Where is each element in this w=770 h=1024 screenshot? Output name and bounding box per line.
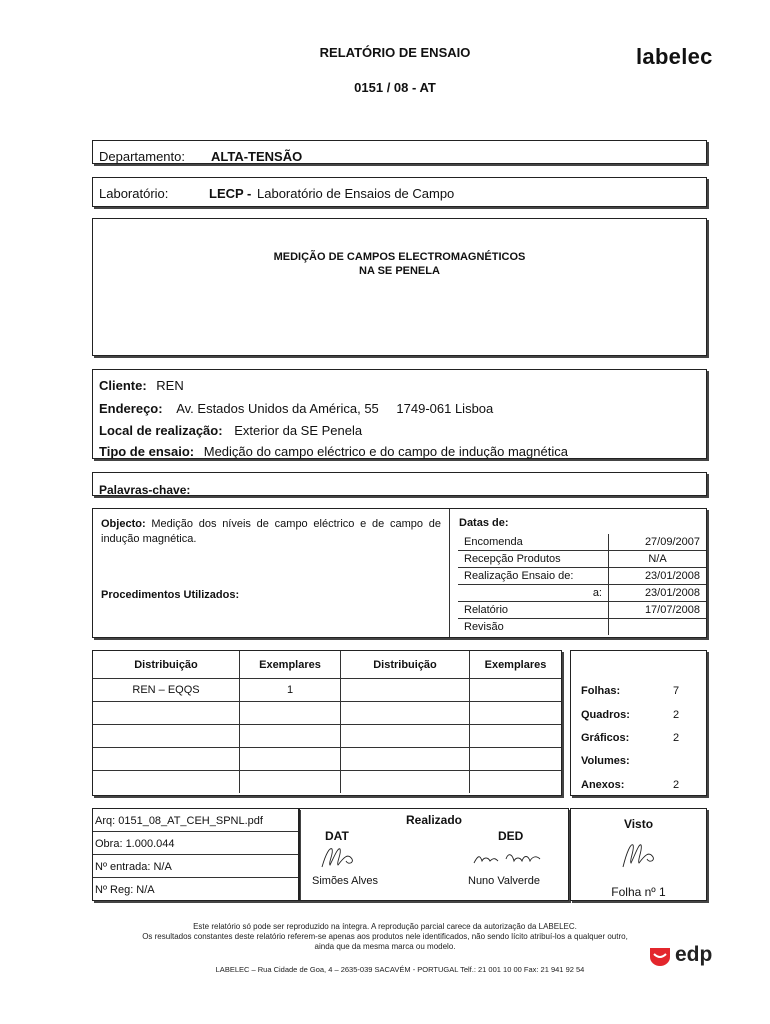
table-row bbox=[93, 725, 561, 748]
date-row bbox=[458, 619, 706, 636]
table-cell bbox=[341, 702, 470, 725]
visto-title: Visto bbox=[623, 817, 654, 831]
address-row bbox=[99, 401, 493, 416]
laboratory-name: Laboratório de Ensaios de Campo bbox=[257, 186, 455, 201]
table-cell bbox=[341, 679, 470, 702]
table-row bbox=[93, 679, 561, 702]
date-value: 27/09/2007 bbox=[609, 534, 707, 551]
department-label: Departamento: bbox=[99, 149, 185, 164]
location-value: Exterior da SE Penela bbox=[234, 423, 363, 438]
footer-line-2: Os resultados constantes deste relatório referem-se apenas aos produtos nele identificados, não sendo lícito atribuí-los a qualquer outro, bbox=[142, 932, 628, 941]
count-value: 2 bbox=[673, 732, 680, 744]
address-postal: 1749-061 Lisboa bbox=[396, 401, 494, 416]
realizado-title: Realizado bbox=[405, 813, 462, 827]
laboratory-label: Laboratório: bbox=[99, 186, 169, 201]
distribution-table bbox=[93, 651, 561, 793]
keywords-box bbox=[92, 472, 707, 496]
visto-box bbox=[570, 808, 707, 901]
table-cell bbox=[470, 725, 562, 748]
object-text-block bbox=[101, 517, 441, 547]
file-obra: Obra: 1.000.044 bbox=[93, 832, 298, 855]
department-value: ALTA-TENSÃO bbox=[211, 149, 303, 164]
vertical-divider bbox=[449, 509, 450, 637]
date-value: 23/01/2008 bbox=[609, 585, 707, 602]
date-label: Realização Ensaio de: bbox=[458, 568, 609, 585]
distribution-header: Distribuição bbox=[93, 651, 240, 679]
ded-name: Nuno Valverde bbox=[468, 875, 540, 887]
subject-box bbox=[92, 218, 707, 356]
date-label: Revisão bbox=[458, 619, 609, 636]
date-row bbox=[458, 585, 706, 602]
laboratory-box bbox=[92, 177, 707, 207]
date-label: Recepção Produtos bbox=[458, 551, 609, 568]
distribution-box bbox=[92, 650, 562, 796]
count-value: 2 bbox=[673, 709, 680, 721]
date-label: Relatório bbox=[458, 602, 609, 619]
table-row bbox=[93, 702, 561, 725]
table-cell bbox=[93, 725, 240, 748]
table-cell bbox=[341, 748, 470, 771]
footer-address: LABELEC – Rua Cidade de Goa, 4 – 2635-039 SACAVÉM - PORTUGAL Telf.: 21 001 10 00 Fax: 21 941 92 54 bbox=[215, 965, 585, 974]
department-box bbox=[92, 140, 707, 164]
table-cell: 1 bbox=[240, 679, 341, 702]
date-row bbox=[458, 602, 706, 619]
date-value: N/A bbox=[609, 551, 707, 568]
location-row bbox=[99, 423, 362, 438]
dates-table bbox=[458, 534, 706, 635]
distribution-header-row bbox=[93, 651, 561, 679]
count-label: Quadros: bbox=[581, 709, 630, 721]
address-value: Av. Estados Unidos da América, 55 bbox=[176, 401, 379, 416]
table-cell bbox=[93, 771, 240, 794]
table-cell bbox=[341, 771, 470, 794]
subject-line-2: NA SE PENELA bbox=[359, 265, 440, 277]
sheet-number: Folha nº 1 bbox=[611, 885, 666, 899]
client-label: Cliente: bbox=[99, 378, 147, 393]
count-label: Anexos: bbox=[581, 779, 625, 791]
file-info-box bbox=[92, 808, 299, 901]
date-label: Encomenda bbox=[458, 534, 609, 551]
test-type-label: Tipo de ensaio: bbox=[99, 444, 195, 459]
table-cell bbox=[341, 725, 470, 748]
object-label: Objecto: bbox=[101, 518, 146, 530]
count-label: Volumes: bbox=[581, 755, 630, 767]
address-label: Endereço: bbox=[99, 401, 163, 416]
ded-label: DED bbox=[498, 829, 524, 843]
copies-header: Exemplares bbox=[240, 651, 341, 679]
footer-disclaimer bbox=[40, 922, 730, 952]
object-text: Medição dos níveis de campo eléctrico e de campo de indução magnética. bbox=[101, 518, 441, 545]
table-cell bbox=[240, 725, 341, 748]
client-value: REN bbox=[156, 378, 184, 393]
table-cell bbox=[470, 748, 562, 771]
file-entrada: Nº entrada: N/A bbox=[93, 855, 298, 878]
file-reg: Nº Reg: N/A bbox=[95, 884, 155, 896]
location-label: Local de realização: bbox=[99, 423, 223, 438]
count-label: Gráficos: bbox=[581, 732, 630, 744]
report-title: RELATÓRIO DE ENSAIO bbox=[319, 45, 471, 60]
count-value: 2 bbox=[673, 779, 680, 791]
count-value: 7 bbox=[673, 685, 680, 697]
table-row bbox=[93, 771, 561, 794]
edp-wordmark: edp bbox=[675, 943, 713, 966]
object-dates-box bbox=[92, 508, 707, 638]
dat-name: Simões Alves bbox=[312, 875, 379, 887]
table-cell bbox=[240, 702, 341, 725]
date-row bbox=[458, 568, 706, 585]
table-cell: REN – EQQS bbox=[93, 679, 240, 702]
date-value: 23/01/2008 bbox=[609, 568, 707, 585]
labelec-logo: labelec bbox=[636, 44, 713, 69]
table-cell bbox=[470, 771, 562, 794]
footer-line-3: ainda que da mesma marca ou modelo. bbox=[314, 942, 456, 951]
table-cell bbox=[470, 702, 562, 725]
test-type-row bbox=[99, 444, 568, 459]
keywords-label: Palavras-chave: bbox=[99, 483, 191, 497]
table-cell bbox=[240, 748, 341, 771]
copies-header: Exemplares bbox=[470, 651, 562, 679]
test-type-value: Medição do campo eléctrico e do campo de indução magnética bbox=[203, 444, 568, 459]
date-value: 17/07/2008 bbox=[609, 602, 707, 619]
table-cell bbox=[93, 702, 240, 725]
table-cell bbox=[470, 679, 562, 702]
footer-line-1: Este relatório só pode ser reproduzido na íntegra. A reprodução parcial carece da autorização da LABELEC. bbox=[193, 922, 577, 931]
file-arq: Arq: 0151_08_AT_CEH_SPNL.pdf bbox=[93, 809, 298, 832]
date-row bbox=[458, 551, 706, 568]
date-label: a: bbox=[458, 585, 609, 602]
realizado-box bbox=[299, 808, 569, 901]
ded-signature bbox=[470, 849, 550, 869]
procedures-label: Procedimentos Utilizados: bbox=[101, 589, 240, 601]
laboratory-code: LECP - bbox=[209, 186, 252, 201]
table-cell bbox=[93, 748, 240, 771]
visto-signature bbox=[619, 839, 659, 871]
subject-line-1: MEDIÇÃO DE CAMPOS ELECTROMAGNÉTICOS bbox=[273, 251, 526, 263]
dat-label: DAT bbox=[325, 829, 349, 843]
table-cell bbox=[240, 771, 341, 794]
date-value bbox=[609, 619, 707, 636]
edp-smile-icon bbox=[648, 945, 672, 967]
counts-box bbox=[570, 650, 707, 796]
client-row bbox=[99, 378, 184, 393]
count-label: Folhas: bbox=[581, 685, 621, 697]
distribution-header: Distribuição bbox=[341, 651, 470, 679]
report-number: 0151 / 08 - AT bbox=[354, 80, 436, 95]
client-box bbox=[92, 369, 707, 459]
table-row bbox=[93, 748, 561, 771]
dates-title: Datas de: bbox=[459, 517, 509, 529]
dat-signature bbox=[318, 843, 358, 871]
date-row bbox=[458, 534, 706, 551]
